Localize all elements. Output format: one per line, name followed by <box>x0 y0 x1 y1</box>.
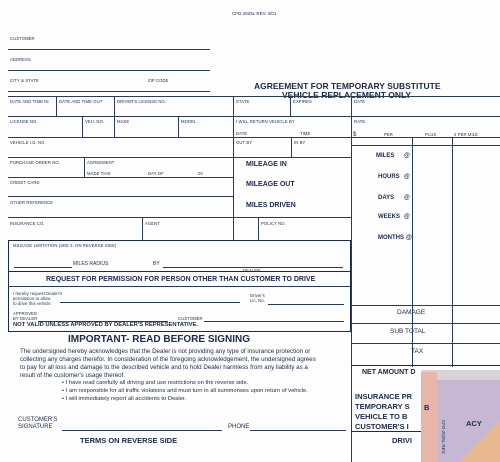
grid-line <box>351 305 500 306</box>
policy-label: POLICY NO. <box>261 221 286 226</box>
vin-label: VEHICLE I.D. NO. <box>10 140 46 145</box>
other-reference-label: OTHER REFERENCE <box>10 200 54 205</box>
request-line3: to drive this vehicle. <box>13 301 52 306</box>
model-label: MODEL <box>181 119 197 124</box>
date-time-out-label: DATE AND TIME OUT <box>59 99 103 104</box>
bullet-1-text: I have read carefully all driving and use restrictions on the reverse side. <box>65 380 249 386</box>
grid-line <box>351 343 500 344</box>
dealer-label: DEALER <box>243 268 261 273</box>
per-mile-label: ¢ PER MILE <box>454 132 479 137</box>
signature-label2: SIGNATURE <box>18 424 53 430</box>
bullet-2-text: I am responsible for all traffic violations and must turn in all summonses upon return of vehicle. <box>65 388 308 394</box>
grid-line <box>8 286 350 287</box>
charge-hours-label: HOURS <box>378 174 400 180</box>
grid-line <box>8 217 351 218</box>
customer-field-line[interactable] <box>8 49 210 50</box>
insurance-notice-2: TEMPORARY S <box>355 402 410 411</box>
purchase-order-label: PURCHASE ORDER NO. <box>10 160 60 165</box>
grid-line <box>8 96 500 97</box>
charge-months-label: MONTHS <box>378 235 404 241</box>
charge-weeks-at: @ <box>404 214 410 220</box>
drivers-lic-label2: Lic. No. <box>250 298 265 303</box>
grid-line <box>452 137 453 367</box>
in-by-label: IN BY <box>294 140 306 145</box>
drivers-lic-field-line[interactable] <box>268 304 344 305</box>
grid-line <box>178 116 179 137</box>
mileage-in-label: MILEAGE IN <box>246 161 287 168</box>
net-amount-label: NET AMOUNT D <box>362 369 416 376</box>
grid-line <box>290 96 291 116</box>
charge-days-label: DAYS <box>378 195 395 201</box>
request-line1: I hereby request Dealer's <box>13 291 63 296</box>
customer-sign-label: CUSTOMER <box>178 316 203 321</box>
grid-line <box>233 96 234 240</box>
radius-field-line[interactable] <box>14 267 72 268</box>
license-label: LICENSE NO. <box>10 119 38 124</box>
date-label: DATE <box>354 99 366 104</box>
grid-line <box>351 365 500 366</box>
return-by-label: I WILL RETURN VEHICLE BY <box>236 119 295 124</box>
important-para-4: result of the customer's usage thereof. <box>20 372 126 379</box>
phone-field-line[interactable] <box>250 430 346 431</box>
drivers-license-label: DRIVER'S LICENSE NO. <box>117 99 167 104</box>
bullet-3-text: I will immediately report all accidents to Dealer. <box>65 396 187 402</box>
grid-line <box>258 217 259 240</box>
zip-label: ZIP CODE <box>148 78 169 83</box>
copy-sheet-code: CFD-2525L REV. <box>441 420 446 455</box>
grid-line <box>351 145 500 146</box>
expires-label: EXPIRES <box>293 99 312 104</box>
grid-line <box>56 96 57 116</box>
other-driver-field-line[interactable] <box>60 302 240 303</box>
customer-signature-line[interactable] <box>62 430 222 431</box>
permission-title: REQUEST FOR PERMISSION FOR PERSON OTHER THAN CUSTOMER TO DRIVE <box>46 276 316 283</box>
bullet-3: • I will immediately report all accidents to Dealer. <box>62 396 187 402</box>
grid-line <box>84 157 85 177</box>
subtotal-label: SUB TOTAL <box>390 328 426 335</box>
charge-miles-label: MILES <box>376 153 395 159</box>
date-time-in-label: DATE AND TIME IN <box>10 99 49 104</box>
address-field-line[interactable] <box>8 70 210 71</box>
credit-card-label: CREDIT CARD <box>10 180 40 185</box>
per-label: PER <box>384 132 393 137</box>
miles-driven-label: MILES DRIVEN <box>246 202 296 209</box>
phone-label: PHONE <box>228 424 250 430</box>
charge-months-at: @ <box>406 235 412 241</box>
terms-note: TERMS ON REVERSE SIDE <box>80 436 178 445</box>
important-para-2: collecting any charges therefor. In consideration of the foregoing acknowledgement, the undersigned agrees <box>20 356 316 363</box>
by-label: BY <box>153 261 160 267</box>
agreement-label: AGREEMENT <box>87 160 115 165</box>
signature-label1: CUSTOMER'S <box>18 417 58 423</box>
charge-miles-at: @ <box>404 153 410 159</box>
out-by-label: OUT BY <box>236 140 253 145</box>
dollar-sign: $ <box>353 132 357 138</box>
bullet-2: • I am responsible for all traffic violations and must turn in all summonses upon return of vehicle. <box>62 388 308 394</box>
grid-line <box>142 217 143 240</box>
grid-line <box>351 431 421 432</box>
made-this-label: MADE THIS <box>87 171 111 176</box>
mileage-out-label: MILEAGE OUT <box>246 181 295 188</box>
request-line2: permission to allow <box>13 296 51 301</box>
important-para-3: to pay for all loss and damage to the described vehicle and to hold Dealer harmless from any liability as a <box>20 364 308 371</box>
city-field-line[interactable] <box>8 91 210 92</box>
charge-days-at: @ <box>404 195 410 201</box>
rate-label: RATE <box>354 119 366 124</box>
grid-line <box>114 96 115 137</box>
copy-sheet-b: B <box>424 403 430 412</box>
agent-label: AGENT <box>145 221 160 226</box>
charge-hours-at: @ <box>404 174 410 180</box>
copy-sheet-pink <box>421 372 437 462</box>
customer-approval-line[interactable] <box>204 321 344 322</box>
insurance-notice-1: INSURANCE PR <box>355 392 413 401</box>
grid-line <box>8 196 233 197</box>
grid-line <box>8 157 351 158</box>
tax-label: TAX <box>411 348 424 355</box>
make-label: MAKE <box>117 119 130 124</box>
bullet-1: • I have read carefully all driving and use restrictions on the reverse side. <box>62 380 249 386</box>
day-of-label: DAY OF <box>148 171 164 176</box>
approved-label2: BY DEALER <box>13 316 38 321</box>
insurance-notice-4: CUSTOMER'S I <box>355 422 409 431</box>
veh-no-label: VEH. NO. <box>85 119 105 124</box>
form-code: CFD-2525L REV. 3/01 <box>232 11 277 16</box>
plus-label: PLUS <box>425 132 437 137</box>
grid-line <box>82 116 83 137</box>
mileage-limitation-label: MILEAGE LIMITATION (SEE 3. ON REVERSE SIDE) <box>13 243 117 248</box>
return-time-label: TIME <box>300 131 311 136</box>
address-label: ADDRESS <box>10 57 31 62</box>
grid-line <box>291 137 292 157</box>
important-para-1: The undersigned hereby acknowledges that the Dealer is not providing any type of insurance protection or <box>20 348 311 355</box>
grid-line <box>351 96 352 462</box>
city-state-label: CITY & STATE <box>10 78 39 83</box>
title-line1: AGREEMENT FOR TEMPORARY SUBSTITUTE <box>254 81 441 91</box>
important-title: IMPORTANT- READ BEFORE SIGNING <box>68 334 251 345</box>
grid-line <box>8 177 233 178</box>
grid-line <box>351 323 500 324</box>
drivers-lic-label1: Driver's <box>250 293 265 298</box>
not-valid-notice: NOT VALID UNLESS APPROVED BY DEALER'S REPRESENTATIVE. <box>13 322 198 328</box>
approved-label1: APPROVED <box>13 311 38 316</box>
customer-label: CUSTOMER <box>10 36 35 41</box>
insurance-co-label: INSURANCE CO. <box>10 221 45 226</box>
title-line2: VEHICLE REPLACEMENT ONLY <box>282 90 412 100</box>
miles-radius-label: MILES RADIUS <box>73 261 109 267</box>
damage-label: DAMAGE <box>397 309 426 316</box>
charge-weeks-label: WEEKS <box>378 214 401 220</box>
year-label: 20 <box>198 171 203 176</box>
drive-label: DRIVI <box>392 436 413 445</box>
state-label: STATE <box>236 99 250 104</box>
copy-sheet-acy: ACY <box>466 419 482 428</box>
insurance-notice-3: VEHICLE TO B <box>355 412 408 421</box>
return-date-label: DATE <box>236 131 248 136</box>
